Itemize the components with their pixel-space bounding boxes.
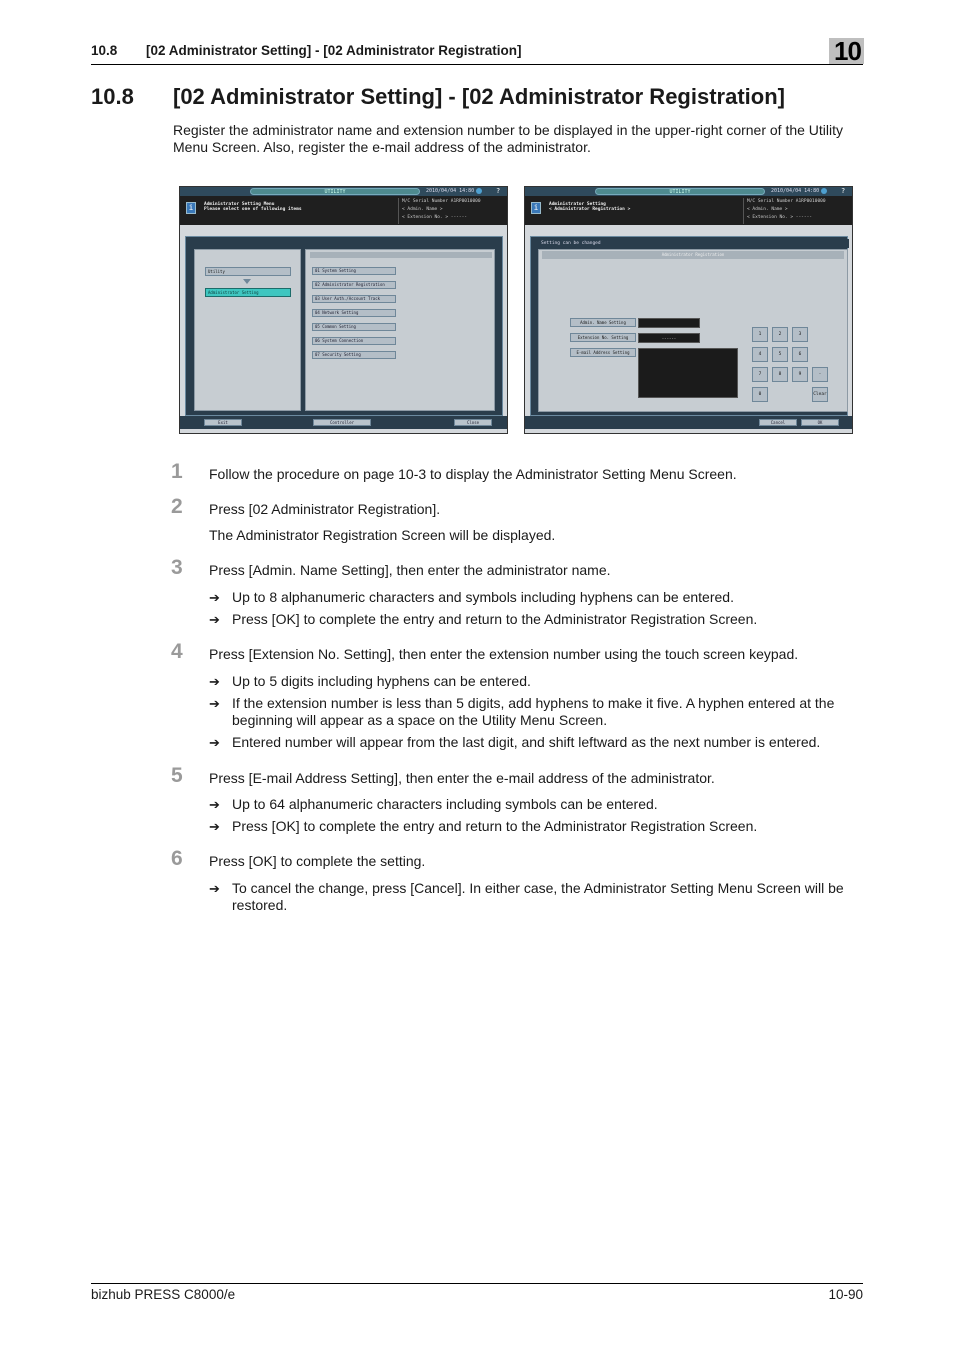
step-text: Press [Admin. Name Setting], then enter the administrator name.	[209, 562, 611, 578]
admin-name: < Admin. Name >	[747, 207, 788, 212]
keypad-key-4[interactable]: 4	[752, 347, 768, 362]
footer-rule	[91, 1283, 863, 1284]
running-header	[91, 42, 863, 66]
footer-page-number: 10-90	[828, 1287, 863, 1302]
info-icon: i	[186, 202, 196, 214]
step-number: 4	[171, 640, 183, 663]
serial-number: M/C Serial Number A1RP0010000	[402, 199, 481, 204]
status-bar	[180, 187, 507, 196]
keypad-key-0[interactable]: 0	[752, 387, 768, 402]
utility-pill: UTILITY	[595, 188, 765, 195]
status-bar	[525, 187, 852, 196]
keypad-key-3[interactable]: 3	[792, 327, 808, 342]
cancel-button[interactable]: Cancel	[759, 419, 797, 426]
step-number: 2	[171, 495, 183, 518]
sub-step: Entered number will appear from the last digit, and shift leftward as the next number is entered.	[232, 734, 821, 750]
keypad-key-7[interactable]: 7	[752, 367, 768, 382]
sub-step: Press [OK] to complete the entry and return to the Administrator Registration Screen.	[232, 818, 758, 834]
message-line-1: Administrator Setting	[549, 202, 606, 207]
message-bar	[525, 196, 852, 225]
sub-step: Up to 5 digits including hyphens can be entered.	[232, 673, 531, 689]
section-number: 10.8	[91, 84, 134, 109]
arrow-icon: ➔	[209, 797, 220, 812]
menu-item[interactable]: 05 Common Setting	[312, 323, 396, 331]
keypad-key-9[interactable]: 9	[792, 367, 808, 382]
close-button[interactable]: Close	[454, 419, 492, 426]
sub-step: Up to 64 alphanumeric characters including symbols can be entered.	[232, 796, 658, 812]
message-text	[549, 202, 630, 212]
machine-info	[398, 198, 506, 224]
running-header-title: [02 Administrator Setting] - [02 Administrator Registration]	[146, 43, 522, 58]
keypad-clear-key[interactable]: Clear	[812, 387, 828, 402]
keypad-key-8[interactable]: 8	[772, 367, 788, 382]
panel-title: Administrator Registration	[542, 251, 844, 259]
utility-button[interactable]: Utility	[205, 267, 291, 276]
arrow-icon: ➔	[209, 674, 220, 689]
extension-no: < Extension No. > ------	[402, 215, 468, 220]
admin-setting-button[interactable]: Administrator Setting	[205, 288, 291, 297]
step-text: Press [OK] to complete the setting.	[209, 853, 426, 869]
arrow-icon: ➔	[209, 881, 220, 896]
sub-step: Press [OK] to complete the entry and return to the Administrator Registration Screen.	[232, 611, 758, 627]
status-strip: Setting can be changed	[537, 239, 849, 248]
machine-info	[743, 198, 851, 224]
menu-item[interactable]: 07 Security Setting	[312, 351, 396, 359]
keypad-key-5[interactable]: 5	[772, 347, 788, 362]
arrow-icon: ➔	[209, 819, 220, 834]
arrow-icon: ➔	[209, 590, 220, 605]
keypad-key-2[interactable]: 2	[772, 327, 788, 342]
screenshot-admin-registration	[524, 186, 853, 434]
step-number: 6	[171, 847, 183, 870]
network-icon	[476, 188, 482, 194]
step-number: 3	[171, 556, 183, 579]
arrow-icon: ➔	[209, 735, 220, 750]
admin-name-setting-button[interactable]: Admin. Name Setting	[570, 318, 636, 327]
controller-button[interactable]: Controller	[313, 419, 371, 426]
header-rule	[91, 64, 863, 65]
screenshot-admin-setting-menu	[179, 186, 508, 434]
message-text	[204, 202, 302, 212]
admin-name-field	[638, 318, 700, 328]
running-header-section: 10.8	[91, 43, 118, 58]
step-number: 1	[171, 460, 183, 483]
extension-no: < Extension No. > ------	[747, 215, 813, 220]
keypad-key-6[interactable]: 6	[792, 347, 808, 362]
network-icon	[821, 188, 827, 194]
menu-item[interactable]: 06 System Connection	[312, 337, 396, 345]
sub-step: To cancel the change, press [Cancel]. In either case, the Administrator Setting Menu Screen will be restored.	[232, 880, 844, 913]
step-text: Press [Extension No. Setting], then enter the extension number using the touch screen keypad.	[209, 646, 799, 662]
step-number: 5	[171, 764, 183, 787]
menu-item[interactable]: 03 User Auth./Account Track	[312, 295, 396, 303]
extension-no-setting-button[interactable]: Extension No. Setting	[570, 333, 636, 342]
keypad-hyphen-key[interactable]: -	[812, 367, 828, 382]
down-arrow-icon	[243, 279, 251, 284]
help-icon: ?	[841, 187, 846, 195]
footer-product: bizhub PRESS C8000/e	[91, 1287, 236, 1302]
info-icon: i	[531, 202, 541, 214]
clock: 2010/04/04 14:80	[771, 188, 820, 194]
arrow-icon: ➔	[209, 612, 220, 627]
email-address-setting-button[interactable]: E-mail Address Setting	[570, 348, 636, 357]
message-line-1: Administrator Setting Menu	[204, 202, 275, 207]
step-text: Press [02 Administrator Registration].	[209, 501, 441, 517]
extension-no-field: ------	[638, 333, 700, 343]
step-text: Follow the procedure on page 10-3 to display the Administrator Setting Menu Screen.	[209, 466, 737, 482]
ok-button[interactable]: OK	[801, 419, 839, 426]
utility-pill: UTILITY	[250, 188, 420, 195]
sub-step: Up to 8 alphanumeric characters and symbols including hyphens can be entered.	[232, 589, 734, 605]
admin-name: < Admin. Name >	[402, 207, 443, 212]
sub-step: If the extension number is less than 5 digits, add hyphens to make it five. A hyphen entered at the beginning will appear as a space on the Utility Menu Screen.	[232, 695, 835, 728]
menu-panel	[305, 249, 495, 411]
section-title: [02 Administrator Setting] - [02 Administrator Registration]	[173, 84, 785, 109]
step-result: The Administrator Registration Screen will be displayed.	[209, 527, 556, 543]
menu-item[interactable]: 02 Administrator Registration	[312, 281, 396, 289]
message-line-2: Please select one of following items	[204, 207, 302, 212]
step-text: Press [E-mail Address Setting], then enter the e-mail address of the administrator.	[209, 770, 715, 786]
intro-paragraph: Register the administrator name and extension number to be displayed in the upper-right corner of the Utility Menu Screen. Also, register the e-mail address of the administrator.	[173, 122, 844, 155]
chapter-number: 10	[834, 36, 861, 66]
menu-panel-header	[310, 252, 492, 258]
arrow-icon: ➔	[209, 696, 220, 711]
bottom-bar	[525, 416, 852, 429]
exit-button[interactable]: Exit	[204, 419, 242, 426]
serial-number: M/C Serial Number A1RP0010000	[747, 199, 826, 204]
email-address-field	[638, 348, 738, 398]
menu-item[interactable]: 01 System Setting	[312, 267, 396, 275]
message-bar	[180, 196, 507, 225]
message-line-2: < Administrator Registration >	[549, 207, 631, 212]
menu-item[interactable]: 04 Network Setting	[312, 309, 396, 317]
keypad-key-1[interactable]: 1	[752, 327, 768, 342]
bottom-bar	[180, 416, 507, 429]
clock: 2010/04/04 14:80	[426, 188, 475, 194]
help-icon: ?	[496, 187, 501, 195]
